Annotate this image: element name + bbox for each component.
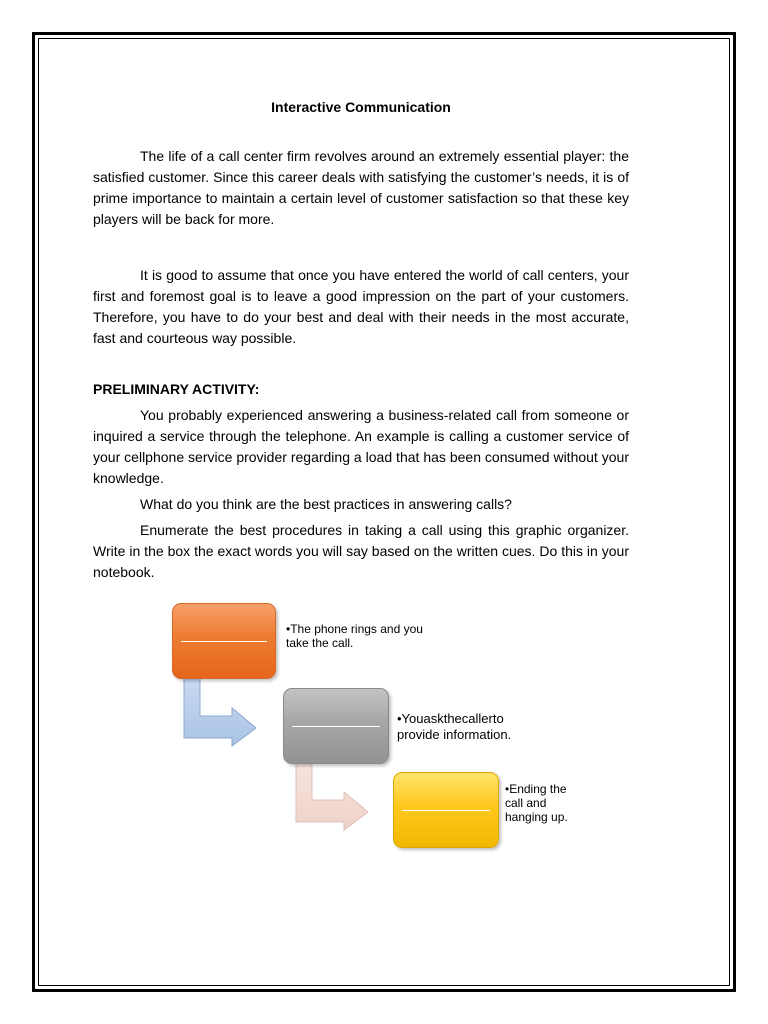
section-heading: PRELIMINARY ACTIVITY:: [93, 381, 260, 397]
document-body: [93, 97, 629, 583]
intro-paragraph-1: The life of a call center firm revolves around an extremely essential player: the satisfied customer. Since this career deals with satisfying the customer’s needs, it is of prime importance to maintain a certain level of customer satisfaction so that these key players will be back for more.: [93, 148, 629, 227]
step-cue-1: •The phone rings and you take the call.: [286, 622, 423, 650]
activity-instructions: Enumerate the best procedures in taking a call using this graphic organizer. Write in the box the exact words you will say based on the written cues. Do this in your notebook.: [93, 522, 629, 580]
document-title: Interactive Communication: [271, 99, 451, 115]
activity-question: What do you think are the best practices in answering calls?: [140, 496, 512, 512]
step-cue-2: •Youaskthecallerto provide information.: [397, 711, 512, 742]
intro-paragraph-2: It is good to assume that once you have entered the world of call centers, your first and foremost goal is to leave a good impression on the part of your customers. Therefore, you have to do your best and deal with their needs in the most accurate, fast and courteous way possible.: [93, 267, 629, 346]
step-cue-3: •Ending the call and hanging up.: [505, 782, 568, 824]
activity-paragraph-1: You probably experienced answering a business-related call from someone or inquired a service through the telephone. An example is calling a customer service of your cellphone service provider regarding a load that has been consumed without your knowledge.: [93, 407, 629, 486]
